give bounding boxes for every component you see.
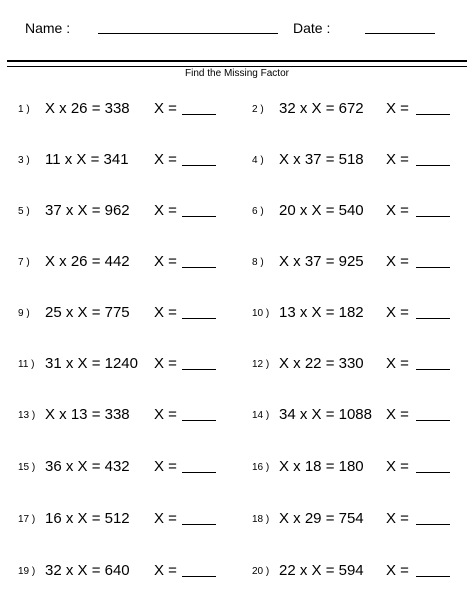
answer-blank[interactable]	[182, 114, 216, 115]
problem-equation: X x 26 = 442	[45, 253, 130, 270]
problem-number: 12 )	[252, 359, 270, 370]
answer-blank[interactable]	[416, 216, 450, 217]
problem-4	[252, 145, 472, 169]
problem-14	[252, 400, 472, 424]
answer-blank[interactable]	[182, 216, 216, 217]
problem-20	[252, 556, 472, 580]
problem-number: 8 )	[252, 257, 264, 268]
problem-13	[18, 400, 238, 424]
answer-blank[interactable]	[182, 472, 216, 473]
problem-number: 4 )	[252, 155, 264, 166]
answer-blank[interactable]	[416, 114, 450, 115]
answer-label: X =	[154, 458, 177, 475]
problem-18	[252, 504, 472, 528]
answer-blank[interactable]	[182, 318, 216, 319]
problem-number: 17 )	[18, 514, 36, 525]
problem-equation: 20 x X = 540	[279, 202, 364, 219]
name-field[interactable]	[98, 33, 278, 34]
worksheet-title: Find the Missing Factor	[185, 68, 289, 79]
problem-11	[18, 349, 238, 373]
problem-17	[18, 504, 238, 528]
answer-label: X =	[386, 202, 409, 219]
problem-number: 5 )	[18, 206, 30, 217]
problem-10	[252, 298, 472, 322]
problem-number: 20 )	[252, 566, 270, 577]
problem-8	[252, 247, 472, 271]
problem-16	[252, 452, 472, 476]
problem-equation: X x 18 = 180	[279, 458, 364, 475]
header-divider-thin	[7, 66, 467, 67]
answer-label: X =	[154, 562, 177, 579]
answer-blank[interactable]	[416, 524, 450, 525]
problem-number: 9 )	[18, 308, 30, 319]
problem-number: 10 )	[252, 308, 270, 319]
problem-equation: 11 x X = 341	[45, 151, 129, 168]
answer-blank[interactable]	[416, 267, 450, 268]
header-divider-thick	[7, 60, 467, 62]
problem-7	[18, 247, 238, 271]
answer-blank[interactable]	[416, 472, 450, 473]
problem-6	[252, 196, 472, 220]
problem-equation: X x 37 = 518	[279, 151, 364, 168]
problem-number: 18 )	[252, 514, 270, 525]
problem-number: 15 )	[18, 462, 36, 473]
answer-label: X =	[154, 355, 177, 372]
answer-label: X =	[154, 100, 177, 117]
problem-equation: 25 x X = 775	[45, 304, 130, 321]
answer-label: X =	[154, 406, 177, 423]
answer-label: X =	[386, 406, 409, 423]
problem-15	[18, 452, 238, 476]
problem-19	[18, 556, 238, 580]
answer-label: X =	[154, 253, 177, 270]
problem-equation: 16 x X = 512	[45, 510, 130, 527]
answer-label: X =	[386, 510, 409, 527]
answer-blank[interactable]	[182, 576, 216, 577]
problem-number: 13 )	[18, 410, 36, 421]
answer-label: X =	[154, 202, 177, 219]
problem-equation: 36 x X = 432	[45, 458, 130, 475]
answer-label: X =	[386, 253, 409, 270]
answer-label: X =	[386, 151, 409, 168]
problem-2	[252, 94, 472, 118]
problem-number: 1 )	[18, 104, 30, 115]
problem-3	[18, 145, 238, 169]
problem-9	[18, 298, 238, 322]
problem-equation: X x 29 = 754	[279, 510, 364, 527]
answer-label: X =	[386, 355, 409, 372]
date-field[interactable]	[365, 33, 435, 34]
answer-label: X =	[386, 304, 409, 321]
answer-blank[interactable]	[416, 420, 450, 421]
problem-equation: X x 22 = 330	[279, 355, 364, 372]
problem-equation: 34 x X = 1088	[279, 406, 372, 423]
problem-equation: 13 x X = 182	[279, 304, 364, 321]
problem-12	[252, 349, 472, 373]
problem-equation: X x 13 = 338	[45, 406, 130, 423]
problem-equation: 32 x X = 640	[45, 562, 130, 579]
answer-label: X =	[154, 304, 177, 321]
problem-5	[18, 196, 238, 220]
answer-blank[interactable]	[182, 369, 216, 370]
answer-blank[interactable]	[416, 318, 450, 319]
answer-label: X =	[154, 510, 177, 527]
answer-blank[interactable]	[182, 420, 216, 421]
problem-equation: 32 x X = 672	[279, 100, 364, 117]
name-label: Name :	[25, 20, 71, 36]
date-label: Date :	[293, 20, 331, 36]
problem-number: 14 )	[252, 410, 270, 421]
answer-blank[interactable]	[182, 524, 216, 525]
problem-number: 2 )	[252, 104, 264, 115]
answer-label: X =	[386, 458, 409, 475]
answer-blank[interactable]	[182, 165, 216, 166]
answer-blank[interactable]	[182, 267, 216, 268]
answer-label: X =	[386, 562, 409, 579]
problem-number: 16 )	[252, 462, 270, 473]
problem-number: 11 )	[18, 359, 35, 370]
problem-number: 7 )	[18, 257, 30, 268]
problem-equation: X x 37 = 925	[279, 253, 364, 270]
problem-equation: 31 x X = 1240	[45, 355, 138, 372]
answer-blank[interactable]	[416, 369, 450, 370]
answer-label: X =	[154, 151, 177, 168]
answer-label: X =	[386, 100, 409, 117]
answer-blank[interactable]	[416, 165, 450, 166]
problem-number: 6 )	[252, 206, 264, 217]
problem-equation: 22 x X = 594	[279, 562, 364, 579]
problem-1	[18, 94, 238, 118]
answer-blank[interactable]	[416, 576, 450, 577]
problem-equation: 37 x X = 962	[45, 202, 130, 219]
problem-number: 3 )	[18, 155, 30, 166]
problem-number: 19 )	[18, 566, 36, 577]
problem-equation: X x 26 = 338	[45, 100, 130, 117]
